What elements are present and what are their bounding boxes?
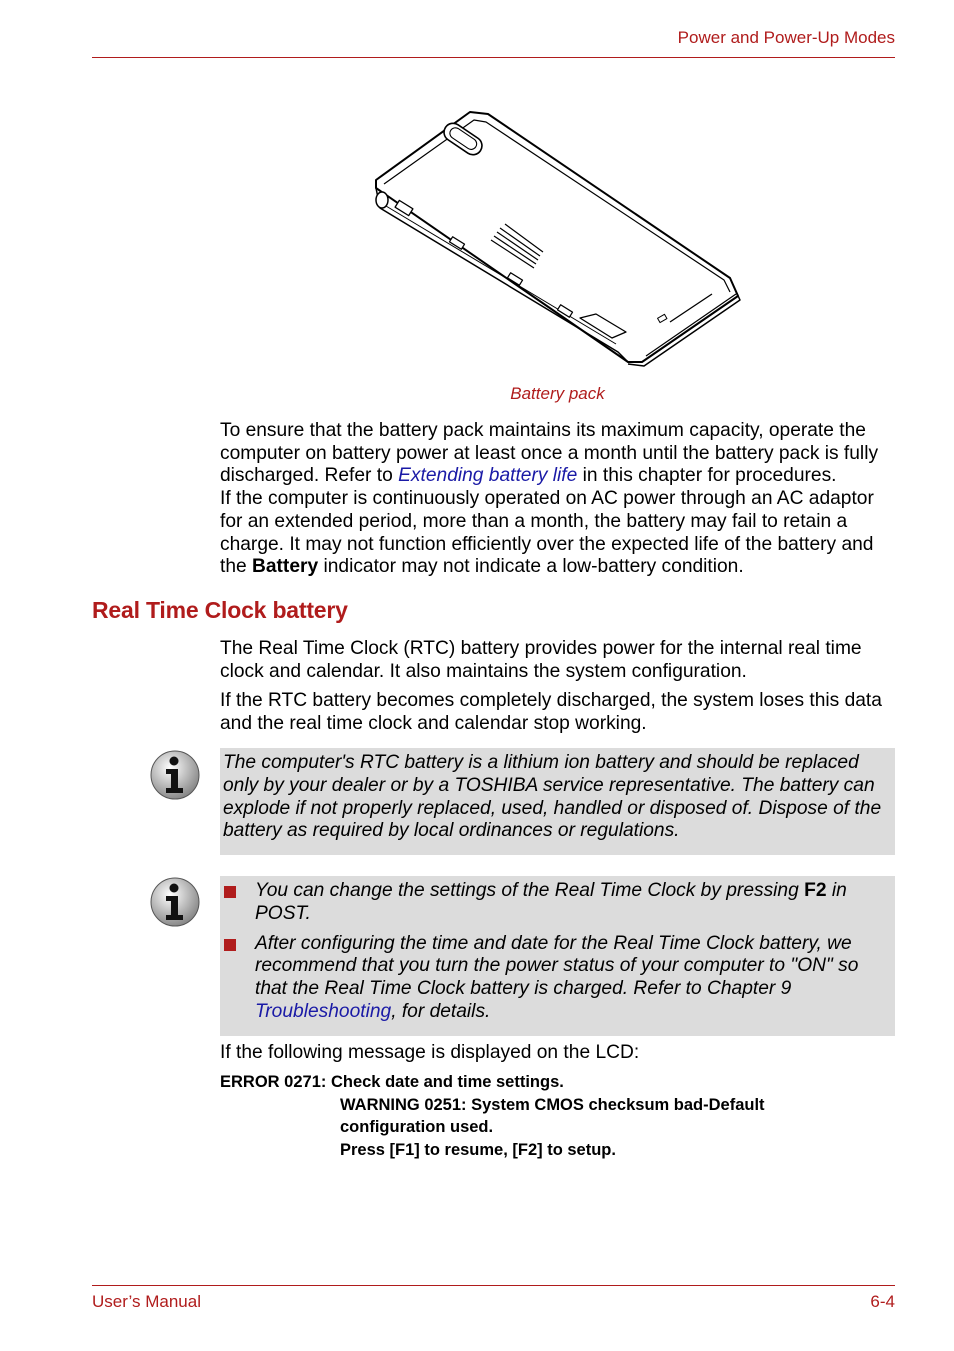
paragraph-lcd: If the following message is displayed on the LCD: [220,1042,640,1063]
bullet-text: , for details. [391,1000,491,1022]
battery-pack-illustration [360,100,760,375]
note-rtc-settings [220,876,895,1036]
footer-manual-title: User’s Manual [92,1292,201,1311]
paragraph-capacity [220,420,896,488]
info-icon [150,750,200,800]
page-header [92,26,895,58]
battery-maintenance-text [220,420,896,579]
page-number: 6-4 [870,1292,895,1311]
section-heading-rtc: Real Time Clock battery [92,597,348,623]
paragraph-text: To ensure that the battery pack maintains its maximum capacity, operate the computer on battery power at least once a month until the battery pack is fully discharged. Refer to [220,420,879,487]
battery-indicator-term: Battery [252,556,319,578]
note-rtc-lithium [220,748,895,855]
paragraph-text: If the computer is continuously operated on AC power through an AC adaptor for an extended period, more than a month, the battery may fail to retain a charge. It may not function efficiently over the expected life of the battery and the [220,488,874,578]
extending-battery-life-link[interactable]: Extending battery life [398,465,578,487]
note-text: The computer's RTC battery is a lithium ion battery and should be replaced only by your dealer or by a TOSHIBA service representative. The battery can explode if not properly replaced, used, handled or disposed of. Dispose of the battery as required by local ordinances or regulations. [223,752,882,842]
bullet-text: in POST. [255,880,847,924]
lcd-message-intro [220,1042,896,1065]
paragraph-rtc-intro: The Real Time Clock (RTC) battery provides power for the internal real time clock and calendar. It also maintains the system configuration. [220,638,862,682]
bullet-square-icon [224,886,236,898]
figure-caption: Battery pack [510,384,605,403]
error-message-block [220,1071,896,1161]
bullet-square-icon [224,939,236,951]
paragraph-rtc-discharge: If the RTC battery becomes completely discharged, the system loses this data and the real time clock and calendar stop working. [220,690,882,735]
troubleshooting-link[interactable]: Troubleshooting [255,1000,392,1022]
info-icon [150,877,200,927]
paragraph-ac-power [220,488,896,579]
header-title: Power and Power-Up Modes [677,28,895,47]
list-item [220,880,889,926]
rtc-description [220,638,896,736]
bullet-text: You can change the settings of the Real Time Clock by pressing [255,880,805,901]
paragraph-text: in this chapter for procedures. [577,465,837,487]
resume-instruction-line: Press [F1] to resume, [F2] to setup. [340,1140,616,1159]
error-line: ERROR 0271: Check date and time settings. [220,1073,564,1091]
warning-line: WARNING 0251: System CMOS checksum bad-Default [340,1095,765,1114]
list-item [220,933,889,1024]
page-footer [92,1285,895,1311]
warning-line-continued: configuration used. [340,1118,494,1137]
f2-key-term: F2 [804,880,827,901]
bullet-text: After configuring the time and date for the Real Time Clock battery, we recommend that you turn the power status of your computer to "ON" so that the Real Time Clock battery is charged. Refer to Chapter 9 [255,932,859,1000]
paragraph-text: indicator may not indicate a low-battery condition. [318,556,744,578]
